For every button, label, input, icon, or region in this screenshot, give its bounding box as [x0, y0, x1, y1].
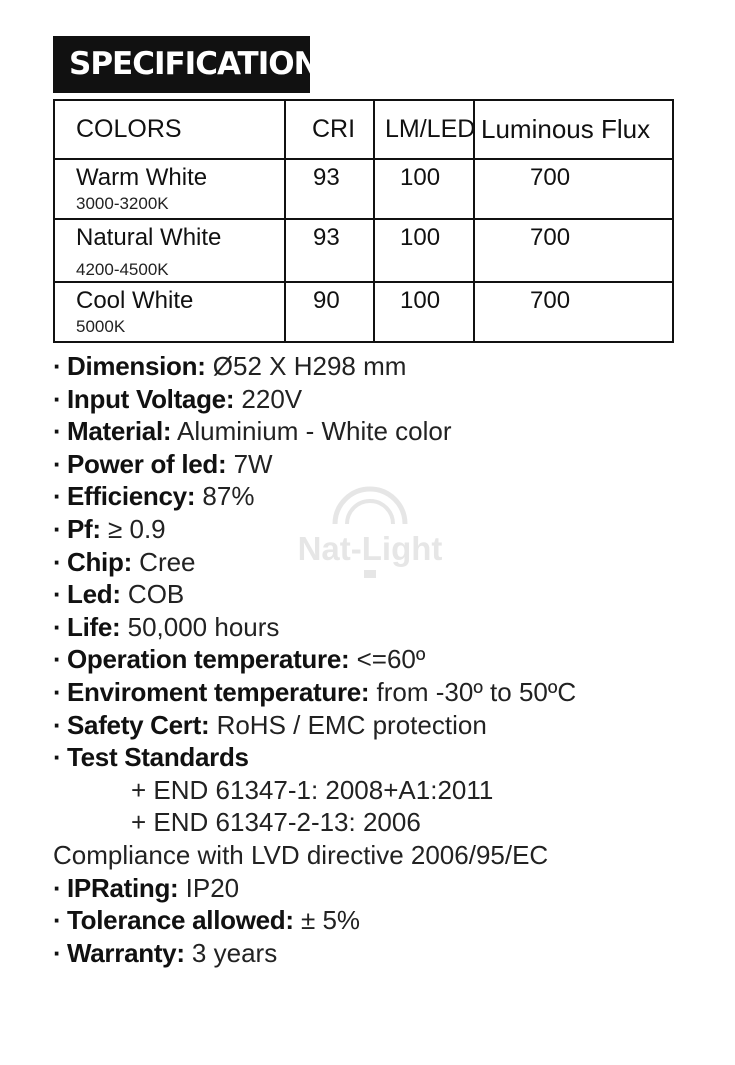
spec-pf — [53, 513, 713, 546]
spec-ip-rating — [53, 872, 713, 905]
spec-value: Cree — [131, 546, 196, 577]
spec-environment-temperature — [53, 676, 713, 709]
spec-label: Chip: — [67, 546, 132, 577]
color-cell — [54, 159, 285, 219]
spec-led — [53, 578, 713, 611]
spec-label: Pf: — [67, 513, 101, 544]
bullet: · — [53, 579, 62, 610]
cri-cell — [285, 282, 374, 342]
spec-label: Life: — [67, 611, 121, 642]
spec-chip — [53, 546, 713, 579]
table-row — [54, 159, 673, 219]
spec-label: Safety Cert: — [67, 709, 210, 740]
cri-value: 90 — [313, 287, 340, 314]
cri-value: 93 — [313, 164, 340, 191]
spec-operation-temperature — [53, 643, 713, 676]
color-name: Warm White — [76, 164, 208, 191]
spec-label: Enviroment temperature: — [67, 676, 370, 707]
bullet: · — [53, 481, 62, 512]
color-spec-table — [53, 99, 674, 343]
spec-value: from -30º to 50ºC — [369, 676, 577, 707]
color-name: Cool White — [76, 287, 194, 314]
bullet: · — [53, 872, 62, 903]
spec-life — [53, 611, 713, 644]
spec-value: Ø52 X H298 mm — [205, 351, 407, 381]
bullet: · — [53, 351, 62, 381]
flux-cell — [474, 159, 673, 219]
color-temperature: 5000K — [76, 317, 126, 336]
table-header-row — [54, 100, 673, 159]
spec-input-voltage — [53, 383, 713, 416]
cri-cell — [285, 159, 374, 219]
spec-label: Tolerance allowed: — [67, 905, 294, 936]
color-temperature: 4200-4500K — [76, 260, 169, 279]
bullet: · — [53, 644, 62, 675]
cri-value: 93 — [313, 224, 340, 251]
table-row — [54, 219, 673, 282]
flux-cell — [474, 282, 673, 342]
header-cri: CRI — [285, 100, 374, 159]
bullet: · — [53, 742, 62, 773]
lm-cell — [374, 219, 474, 282]
spec-test-standards — [53, 741, 713, 774]
lm-value: 100 — [400, 287, 441, 314]
bullet: · — [53, 709, 62, 740]
color-temperature: 3000-3200K — [76, 194, 169, 213]
spec-label: Material: — [67, 416, 172, 447]
spec-dimension — [53, 350, 713, 383]
cri-cell — [285, 219, 374, 282]
spec-label: Warranty: — [67, 937, 185, 968]
bullet: · — [53, 676, 62, 707]
spec-label: IPRating: — [67, 872, 179, 903]
bullet: · — [53, 448, 62, 479]
lm-cell — [374, 282, 474, 342]
spec-value: 7W — [226, 448, 273, 479]
lm-value: 100 — [400, 164, 441, 191]
spec-label: Efficiency: — [67, 481, 196, 512]
spec-value: 50,000 hours — [120, 611, 280, 642]
bullet: · — [53, 611, 62, 642]
flux-cell — [474, 219, 673, 282]
spec-safety-cert — [53, 709, 713, 742]
bullet: · — [53, 383, 62, 414]
spec-efficiency — [53, 480, 713, 513]
lm-value: 100 — [400, 224, 441, 251]
spec-label: Operation temperature: — [67, 644, 350, 675]
spec-label: Dimension: — [67, 351, 206, 381]
color-cell — [54, 282, 285, 342]
flux-value: 700 — [530, 287, 571, 314]
spec-value: <=60º — [349, 644, 426, 675]
flux-value: 700 — [530, 224, 571, 251]
header-colors: COLORS — [54, 100, 285, 159]
spec-value: IP20 — [178, 872, 240, 903]
bullet: · — [53, 513, 62, 544]
spec-label: Test Standards — [67, 742, 249, 773]
color-cell — [54, 219, 285, 282]
spec-material — [53, 415, 713, 448]
color-name: Natural White — [76, 224, 222, 251]
standard-item: + END 61347-2-13: 2006 — [131, 807, 421, 838]
lm-cell — [374, 159, 474, 219]
bullet: · — [53, 416, 62, 447]
watermark-text: Nat-Light — [297, 530, 443, 567]
header-luminous-flux: Luminous Flux — [474, 100, 673, 159]
spec-value: 220V — [234, 383, 303, 414]
bullet: · — [53, 546, 62, 577]
spec-value: RoHS / EMC protection — [209, 709, 487, 740]
compliance-text: Compliance with LVD directive 2006/95/EC — [53, 839, 549, 870]
bullet: · — [53, 937, 62, 968]
spec-label: Power of led: — [67, 448, 227, 479]
spec-value: 87% — [195, 481, 255, 512]
specification-title: SPECIFICATION — [53, 36, 310, 93]
spec-power — [53, 448, 713, 481]
standard-item: + END 61347-1: 2008+A1:2011 — [131, 774, 494, 805]
spec-value: ≥ 0.9 — [100, 513, 166, 544]
bullet: · — [53, 905, 62, 936]
spec-label: Led: — [67, 579, 121, 610]
spec-tolerance — [53, 904, 713, 937]
spec-value: 3 years — [184, 937, 278, 968]
spec-list — [53, 350, 713, 969]
spec-value: Aluminium - White color — [171, 416, 452, 447]
flux-value: 700 — [530, 164, 571, 191]
spec-warranty — [53, 937, 713, 970]
table-row — [54, 282, 673, 342]
spec-label: Input Voltage: — [67, 383, 235, 414]
header-lm-led: LM/LED — [374, 100, 474, 159]
spec-value: COB — [120, 579, 185, 610]
spec-value: ± 5% — [293, 905, 361, 936]
